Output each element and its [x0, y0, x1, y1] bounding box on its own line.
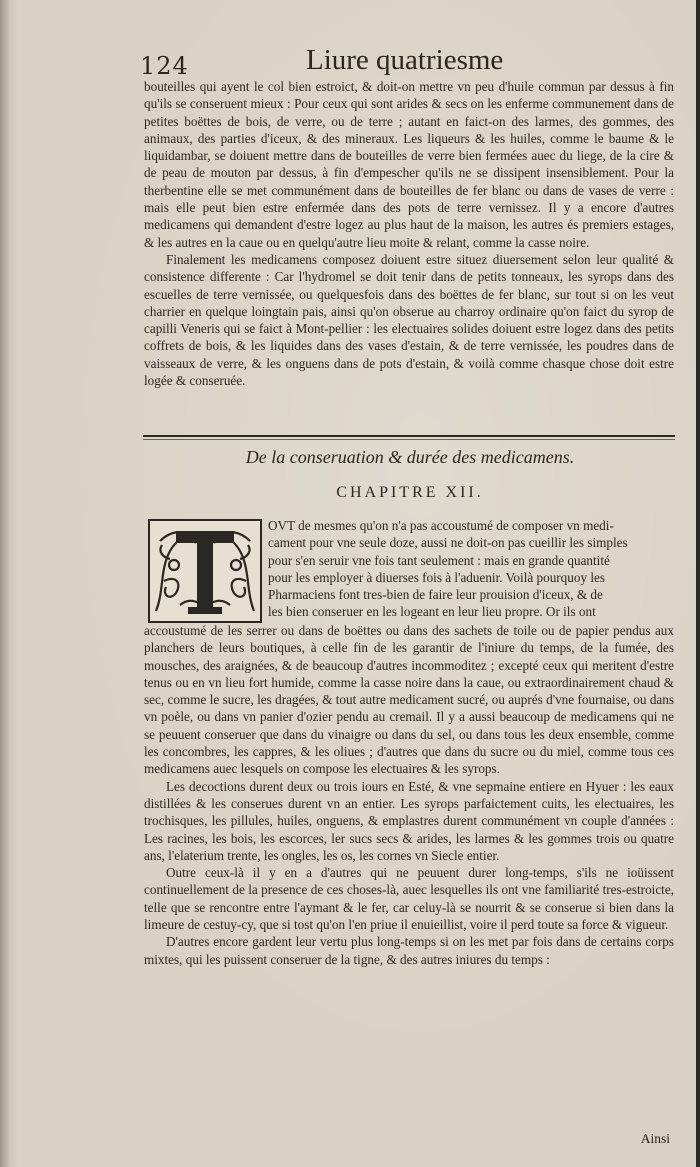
paragraph: D'autres encore gardent leur vertu plus long-temps si on les met par fois dans de certains corps mixtes, qui les puissent conseruer de la tigne, & des autres iniures du temps : [144, 934, 674, 967]
page-number: 124 [140, 52, 189, 80]
text-line: pour les employer à diuerses fois à l'aduenir. Voilà pourquoy les [268, 569, 605, 585]
running-head: Liure quatriesme [306, 44, 504, 76]
decorated-initial [148, 519, 262, 623]
page-header [140, 42, 560, 82]
section-title: De la conseruation & durée des medicamens. [245, 447, 575, 467]
catchword: Ainsi [640, 1131, 670, 1146]
paragraph: Finalement les medicamens composez doiuent estre situez diuersement selon leur qualité & consistence differente : Car l'hydromel se doit tenir dans de petits tonneaux, les syrops dans des escuelles de terre vernissée, ou quelquesfois dans des boëttes de fer blanc, sur tout si on les veut charrier en quelque loingtain pais, ainsi qu'on obserue au charroy ordinaire qu'on faict du syrop de capilli Veneris qui se faict à Mont-pellier : les electuaires solides doiuent estre logez dans des petits coffrets de bois, & les liquides dans des vases d'estain, & de terre vernissée, les poudres dans de vaisseaux de verre, & les onguens dans de pots d'estain, & voilà comme chasque chose doit estre logée & conseruée. [144, 251, 674, 389]
section-rule-thin [143, 439, 675, 440]
dropcap-wrapped-lines [268, 517, 674, 621]
ornament-icon [150, 521, 260, 621]
text-line: OVT de mesmes qu'on n'a pas accoustumé de composer vn medi- [268, 518, 614, 533]
paragraph: Les decoctions durent deux ou trois iours en Esté, & vne sepmaine entiere en Hyuer : les eaux distillées & les conserues durent vn an entier. Les syrops parfaictement cuits, les electuaires, les trochisques, les pillules, huiles, onguens, & emplastres durent communément vn couple d'années : Les racines, les bois, les escorces, ler sucs secs & arides, les larmes & les gommes trois ou quatre ans, l'elaterium trente, les ongles, les os, les cornes vn Siecle entier. [144, 778, 674, 863]
text-block-top [144, 78, 674, 389]
page-gutter [0, 0, 10, 1167]
text-line: pour s'en seruir vne fois tant seulement : mais en grande quantité [268, 552, 610, 568]
section-rule [143, 435, 675, 437]
paragraph: accoustumé de les serrer ou dans de boëttes ou dans des sachets de toile ou de papier pendus aux planchers de leurs boutiques, à celle fin de les garantir de l'iniure du temps, de la fumée, des mousches, des araignées, & de beaucoup d'autres incommoditez ; excepté ceux qui meritent d'estre tenus ou en vn lieu fort humide, comme la casse noire dans la caue, ou extraordinairement chaud & sec, comme le sucre, les dragées, & tout autre medicament sucré, ou auprés d'vne fournaise, ou dans vn poèle, ou dans vn panier d'ozier pendu au cremail. Il y a aussi beaucoup de medicamens qui ne se peuuent conseruer que dans du vinaigre ou dans du sel, ou dans tous les deux ensemble, comme les concombres, les cappres, & les oliues ; d'autres que dans du sucre ou du miel, comme tous ces medicamens auec lesquels on compose les electuaires & les syrops. [144, 623, 674, 777]
chapter-label: CHAPITRE XII. [336, 484, 484, 501]
paragraph: Outre ceux-là il y en a d'autres qui ne peuuent durer long-temps, s'ils ne ioüissent continuellement de la presence de ces choses-là, auec lesquelles ils ont vne familiarité tres-estroicte, telle que se rencontre entre l'aymant & le fer, car celuy-là se nourrit & se conserue si bien dans la limeure de cestuy-cy, que si tost qu'on l'en priue il enuieillist, voire il perd toute sa force & vigueur. [144, 865, 674, 933]
paragraph: bouteilles qui ayent le col bien estroict, & doit-on mettre vn peu d'huile commun par dessus à fin qu'ils se conseruent mieux : Pour ceux qui sont arides & secs on les enferme communement dans de petites boëttes de bois, de verre, ou de terre ; autant en faict-on des larmes, des gommes, des animaux, des parties d'iceux, & des mineraux. Les liqueurs & les huiles, comme le baume & le liquidambar, se doiuent mettre dans de bouteilles de verre bien fermées auec du liege, de la cire & de peau de mouton par dessus, à fin d'empescher qu'ils ne se dissipent insensiblement. Pour la therbentine elle se met communément dans de bouteilles de fer blanc ou dans de vases de verre : mais elle peut bien estre enfermée dans des pots de terre vernissez. Il y a encore d'autres medicamens qui demandent d'estre logez au plus haut de la maison, les autres és premiers estages, & les autres en la caue ou en quelqu'autre lieu moite & relant, comme la casse noire. [144, 79, 674, 250]
text-block-body [144, 622, 674, 968]
text-line: cament pour vne seule doze, aussi ne doit-on pas cueillir les simples [268, 535, 628, 551]
text-line: les bien conseruer en les logeant en leur lieu propre. Or ils ont [268, 604, 596, 620]
text-line: Pharmaciens font tres-bien de faire leur prouision d'iceux, & de [268, 587, 603, 603]
page-edge [696, 0, 700, 1167]
